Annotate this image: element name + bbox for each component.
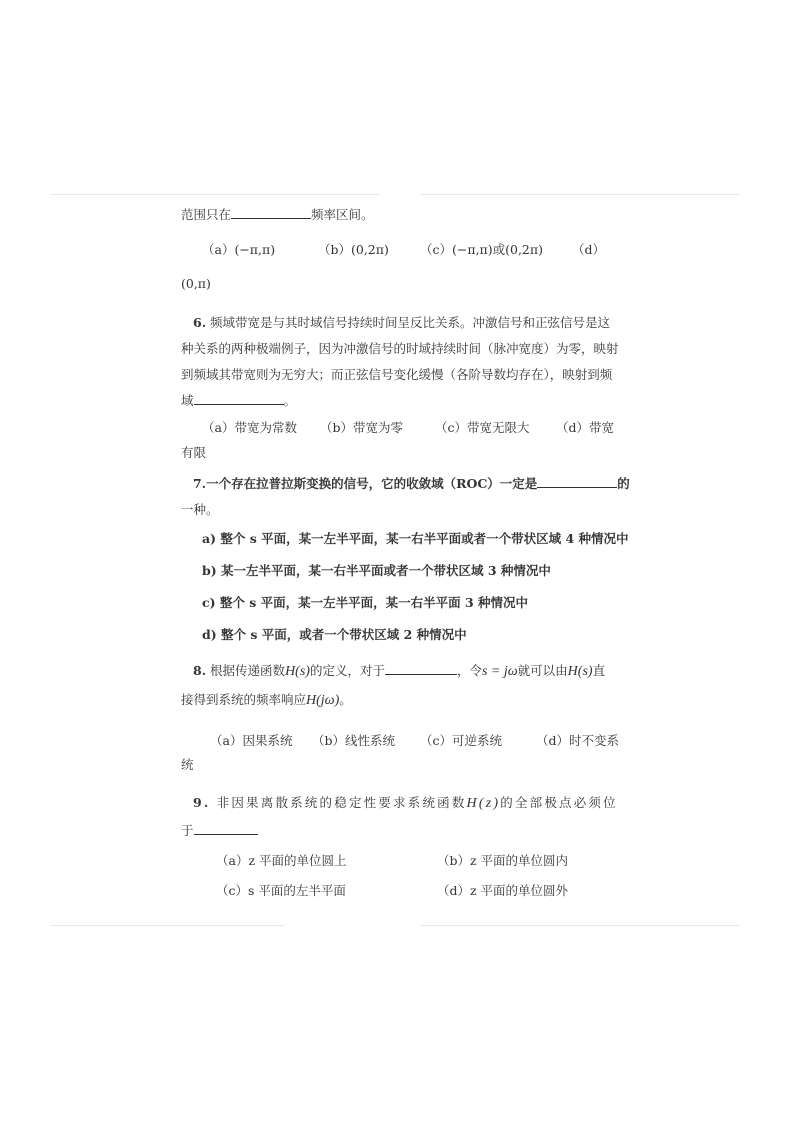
- answer-blank: [231, 206, 311, 219]
- q6-line1: [193, 313, 610, 331]
- q8-option-d-cont: 统: [181, 757, 194, 772]
- text: 非因果离散系统的稳定性要求系统函数: [216, 795, 467, 810]
- q8-option-b: （b）线性系统: [312, 733, 396, 748]
- math-hjw: H(jω): [306, 693, 340, 708]
- top-rule-right: [420, 194, 740, 195]
- text: 频率区间。: [311, 207, 374, 222]
- q5-option-a: （a）(−π,π): [202, 242, 276, 257]
- q7-option-d: d) 整个 s 平面，或者一个带状区域 2 种情况中: [202, 627, 467, 642]
- q6-option-b: （b）带宽为零: [320, 420, 404, 435]
- answer-blank: [194, 822, 258, 835]
- q7-option-b: b) 某一左半平面，某一右半平面或者一个带状区域 3 种情况中: [202, 563, 551, 578]
- q5-option-b: （b）(0,2π): [318, 242, 389, 257]
- q6-option-d: （d）带宽: [556, 420, 615, 435]
- q7-option-c: c) 整个 s 平面，某一左半平面，某一右半平面 3 种情况中: [202, 595, 529, 610]
- q5-option-c: （c）(−π,π)或(0,2π): [420, 242, 543, 257]
- text: 。: [283, 393, 297, 408]
- q6-line4: [181, 391, 296, 409]
- bottom-rule-left: [50, 925, 285, 926]
- q8-option-d: （d）时不变系: [536, 733, 620, 748]
- q7-option-a: a) 整个 s 平面，某一左半平面，某一右半平面或者一个带状区域 4 种情况中: [202, 531, 629, 546]
- math-hs: H(s): [285, 664, 310, 679]
- text: 。: [339, 692, 352, 707]
- text: 接得到系统的频率响应: [181, 692, 307, 707]
- q8-line2: [181, 690, 352, 709]
- q5-option-d: （d）: [572, 242, 606, 257]
- text: 的定义，对于: [309, 663, 385, 678]
- question-number: 6.: [193, 315, 207, 330]
- answer-blank: [537, 475, 617, 488]
- text: 根据传递函数: [210, 663, 286, 678]
- text: 的: [617, 476, 630, 491]
- question-number: 9.: [193, 795, 211, 810]
- question-number: 8.: [193, 663, 207, 678]
- q8-option-a: （a）因果系统: [210, 733, 293, 748]
- q5-line1: [181, 205, 374, 223]
- q8-option-c: （c）可逆系统: [420, 733, 503, 748]
- q7-line2: 一种。: [181, 502, 219, 517]
- text: 域: [181, 393, 194, 408]
- q9-option-c: （c）s 平面的左半平面: [216, 883, 346, 898]
- q9-option-b: （b）z 平面的单位圆内: [437, 853, 569, 868]
- text: 频域带宽是与其时域信号持续时间呈反比关系。冲激信号和正弦信号是这: [210, 315, 611, 330]
- q6-option-a: （a）带宽为常数: [202, 420, 297, 435]
- q9-option-a: （a）z 平面的单位圆上: [216, 853, 347, 868]
- text: 于: [181, 823, 194, 838]
- q9-option-d: （d）z 平面的单位圆外: [437, 883, 569, 898]
- q8-line1: [193, 661, 605, 680]
- math-hz: H(z): [466, 796, 501, 811]
- text: 一个存在拉普拉斯变换的信号，它的收敛域（ROC）一定是: [206, 476, 538, 491]
- answer-blank: [194, 392, 284, 405]
- q6-line3: 到频域其带宽则为无穷大；而正弦信号变化缓慢（各阶导数均存在），映射到频: [181, 367, 613, 382]
- question-number: 7.: [193, 476, 207, 491]
- text: 就可以由: [517, 663, 568, 678]
- text: 直: [592, 663, 606, 678]
- bottom-rule-right: [420, 925, 740, 926]
- text: ，令: [456, 663, 482, 678]
- q9-line2: [181, 821, 258, 839]
- math-hs: H(s): [567, 664, 593, 679]
- q6-line2: 种关系的两种极端例子，因为冲激信号的时域持续时间（脉冲宽度）为零，映射: [181, 341, 619, 356]
- top-rule-left: [50, 194, 380, 195]
- text: 的全部极点必须位: [500, 795, 618, 810]
- q6-option-c: （c）带宽无限大: [435, 420, 530, 435]
- q6-option-d-cont: 有限: [181, 445, 207, 460]
- math-s-jw: s = jω: [481, 664, 518, 679]
- q7-line1: [193, 474, 630, 492]
- answer-blank: [385, 662, 457, 675]
- text: 范围只在: [181, 207, 232, 222]
- q9-line1: [193, 793, 618, 812]
- q5-option-d-cont: (0,π): [181, 276, 211, 291]
